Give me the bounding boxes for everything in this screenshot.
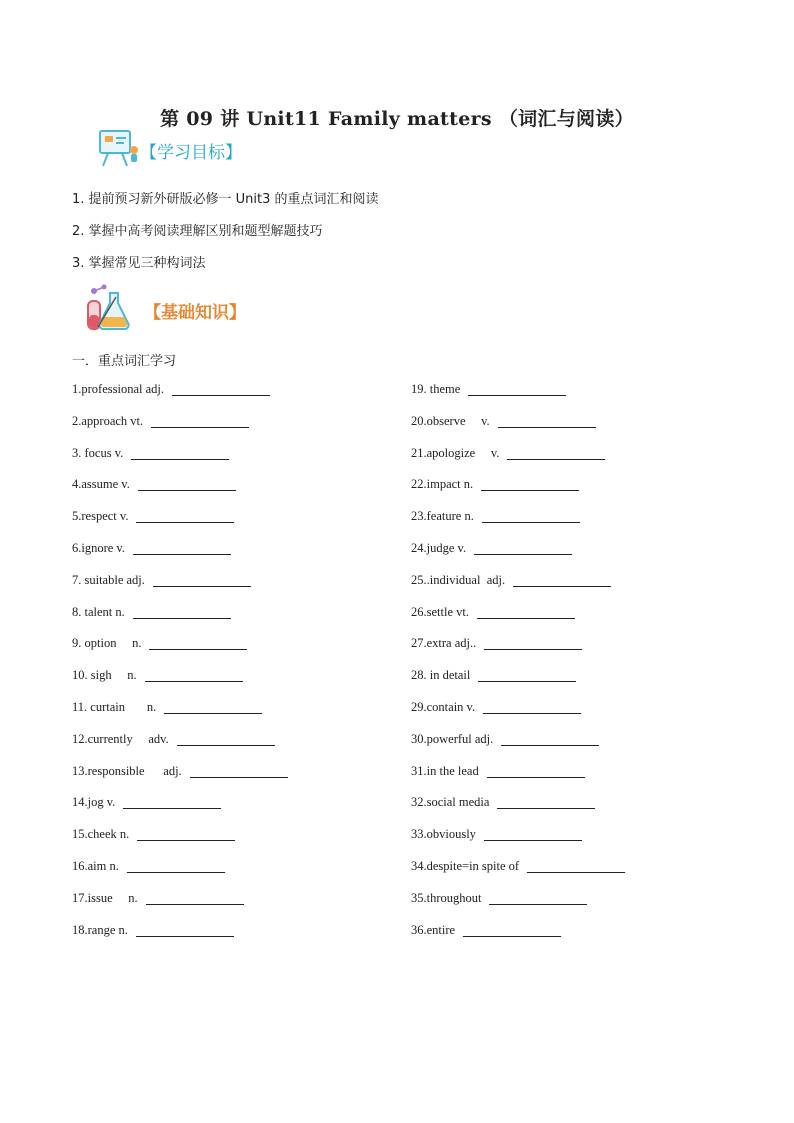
vocab-term: 18.range n. [72, 922, 128, 937]
vocab-term: 31.in the lead [411, 763, 479, 778]
answer-blank[interactable] [468, 382, 566, 396]
vocab-item [72, 732, 288, 764]
answer-blank[interactable] [507, 446, 605, 460]
vocab-list-left [72, 382, 288, 954]
vocab-item [72, 382, 288, 414]
vocab-term: 3. focus v. [72, 445, 124, 460]
vocab-item [72, 573, 288, 605]
answer-blank[interactable] [190, 764, 288, 778]
answer-blank[interactable] [482, 509, 580, 523]
answer-blank[interactable] [146, 891, 244, 905]
vocab-term: 35.throughout [411, 890, 482, 905]
answer-blank[interactable] [133, 541, 231, 555]
vocab-term: 24.judge v. [411, 540, 467, 555]
vocab-item [411, 573, 625, 605]
vocab-term: 9. option n. [72, 636, 142, 651]
answer-blank[interactable] [498, 414, 596, 428]
vocab-term: 2.approach vt. [72, 413, 144, 428]
vocab-item [411, 827, 625, 859]
vocab-term: 14.jog v. [72, 795, 116, 810]
answer-blank[interactable] [164, 700, 262, 714]
vocab-item [411, 923, 625, 955]
vocab-term: 8. talent n. [72, 604, 125, 619]
vocab-term: 5.respect v. [72, 509, 129, 524]
vocab-term: 17.issue n. [72, 890, 138, 905]
vocab-term: 34.despite=in spite of [411, 858, 520, 873]
answer-blank[interactable] [501, 732, 599, 746]
vocab-item [72, 795, 288, 827]
vocab-item [411, 382, 625, 414]
vocab-item [72, 923, 288, 955]
vocab-term: 30.powerful adj. [411, 731, 494, 746]
answer-blank[interactable] [478, 668, 576, 682]
chemistry-flask-icon [84, 283, 134, 337]
vocab-item [411, 541, 625, 573]
answer-blank[interactable] [151, 414, 249, 428]
vocab-term: 32.social media [411, 795, 490, 810]
vocab-term: 20.observe v. [411, 413, 490, 428]
vocab-term: 27.extra adj.. [411, 636, 477, 651]
answer-blank[interactable] [136, 923, 234, 937]
vocab-item [411, 700, 625, 732]
vocab-item [411, 891, 625, 923]
vocab-term: 13.responsible adj. [72, 763, 182, 778]
answer-blank[interactable] [145, 668, 243, 682]
answer-blank[interactable] [484, 636, 582, 650]
vocab-term: 22.impact n. [411, 477, 474, 492]
answer-blank[interactable] [127, 859, 225, 873]
vocab-item [411, 509, 625, 541]
learning-goals-heading: 【学习目标】 [140, 142, 242, 163]
vocab-term: 26.settle vt. [411, 604, 469, 619]
vocab-item [72, 605, 288, 637]
answer-blank[interactable] [136, 509, 234, 523]
vocab-term: 28. in detail [411, 668, 471, 683]
goal-item-2: 2. 掌握中高考阅读理解区别和题型解题技巧 [72, 224, 323, 239]
answer-blank[interactable] [172, 382, 270, 396]
answer-blank[interactable] [477, 605, 575, 619]
vocab-item [411, 414, 625, 446]
vocab-term: 19. theme [411, 382, 461, 396]
answer-blank[interactable] [153, 573, 251, 587]
vocab-item [72, 636, 288, 668]
answer-blank[interactable] [149, 636, 247, 650]
vocab-item [411, 605, 625, 637]
answer-blank[interactable] [487, 764, 585, 778]
vocab-item [72, 764, 288, 796]
answer-blank[interactable] [484, 827, 582, 841]
vocab-term: 12.currently adv. [72, 731, 169, 746]
vocab-term: 1.professional adj. [72, 382, 164, 396]
vocab-term: 33.obviously [411, 827, 476, 842]
vocab-item [72, 700, 288, 732]
answer-blank[interactable] [131, 446, 229, 460]
vocab-item [72, 827, 288, 859]
answer-blank[interactable] [463, 923, 561, 937]
vocab-term: 7. suitable adj. [72, 572, 145, 587]
presentation-board-icon [96, 128, 140, 172]
vocab-item [72, 891, 288, 923]
vocab-item [72, 414, 288, 446]
vocab-term: 15.cheek n. [72, 827, 130, 842]
vocab-item [72, 509, 288, 541]
learning-goals-header [96, 128, 242, 172]
page-title: 第 09 讲 Unit11 Family matters （词汇与阅读） [160, 108, 634, 130]
answer-blank[interactable] [474, 541, 572, 555]
vocab-list-right [411, 382, 625, 954]
vocab-item [72, 446, 288, 478]
vocab-item [72, 477, 288, 509]
vocab-item [411, 859, 625, 891]
vocab-term: 25..individual adj. [411, 572, 506, 587]
vocab-term: 11. curtain n. [72, 699, 157, 714]
vocab-term: 29.contain v. [411, 699, 476, 714]
answer-blank[interactable] [527, 859, 625, 873]
vocab-item [411, 446, 625, 478]
goal-item-3: 3. 掌握常见三种构词法 [72, 256, 206, 271]
vocab-item [411, 636, 625, 668]
vocab-term: 21.apologize v. [411, 445, 500, 460]
vocab-item [72, 668, 288, 700]
vocab-term: 10. sigh n. [72, 668, 137, 683]
answer-blank[interactable] [133, 605, 231, 619]
answer-blank[interactable] [497, 795, 595, 809]
goal-item-1: 1. 提前预习新外研版必修一 Unit3 的重点词汇和阅读 [72, 192, 379, 207]
vocab-item [72, 541, 288, 573]
vocab-term: 23.feature n. [411, 509, 474, 524]
vocab-item [411, 732, 625, 764]
basic-knowledge-header [84, 283, 246, 337]
answer-blank[interactable] [137, 827, 235, 841]
answer-blank[interactable] [489, 891, 587, 905]
vocab-term: 6.ignore v. [72, 540, 125, 555]
answer-blank[interactable] [483, 700, 581, 714]
vocab-item [411, 764, 625, 796]
answer-blank[interactable] [481, 477, 579, 491]
answer-blank[interactable] [177, 732, 275, 746]
vocab-item [72, 859, 288, 891]
vocabulary-subheading: 一．重点词汇学习 [72, 354, 177, 369]
vocab-item [411, 668, 625, 700]
vocab-term: 36.entire [411, 922, 456, 937]
vocab-term: 4.assume v. [72, 477, 130, 492]
basic-knowledge-heading: 【基础知识】 [144, 302, 246, 323]
answer-blank[interactable] [138, 477, 236, 491]
vocab-item [411, 477, 625, 509]
vocab-term: 16.aim n. [72, 858, 119, 873]
answer-blank[interactable] [513, 573, 611, 587]
answer-blank[interactable] [123, 795, 221, 809]
vocab-item [411, 795, 625, 827]
